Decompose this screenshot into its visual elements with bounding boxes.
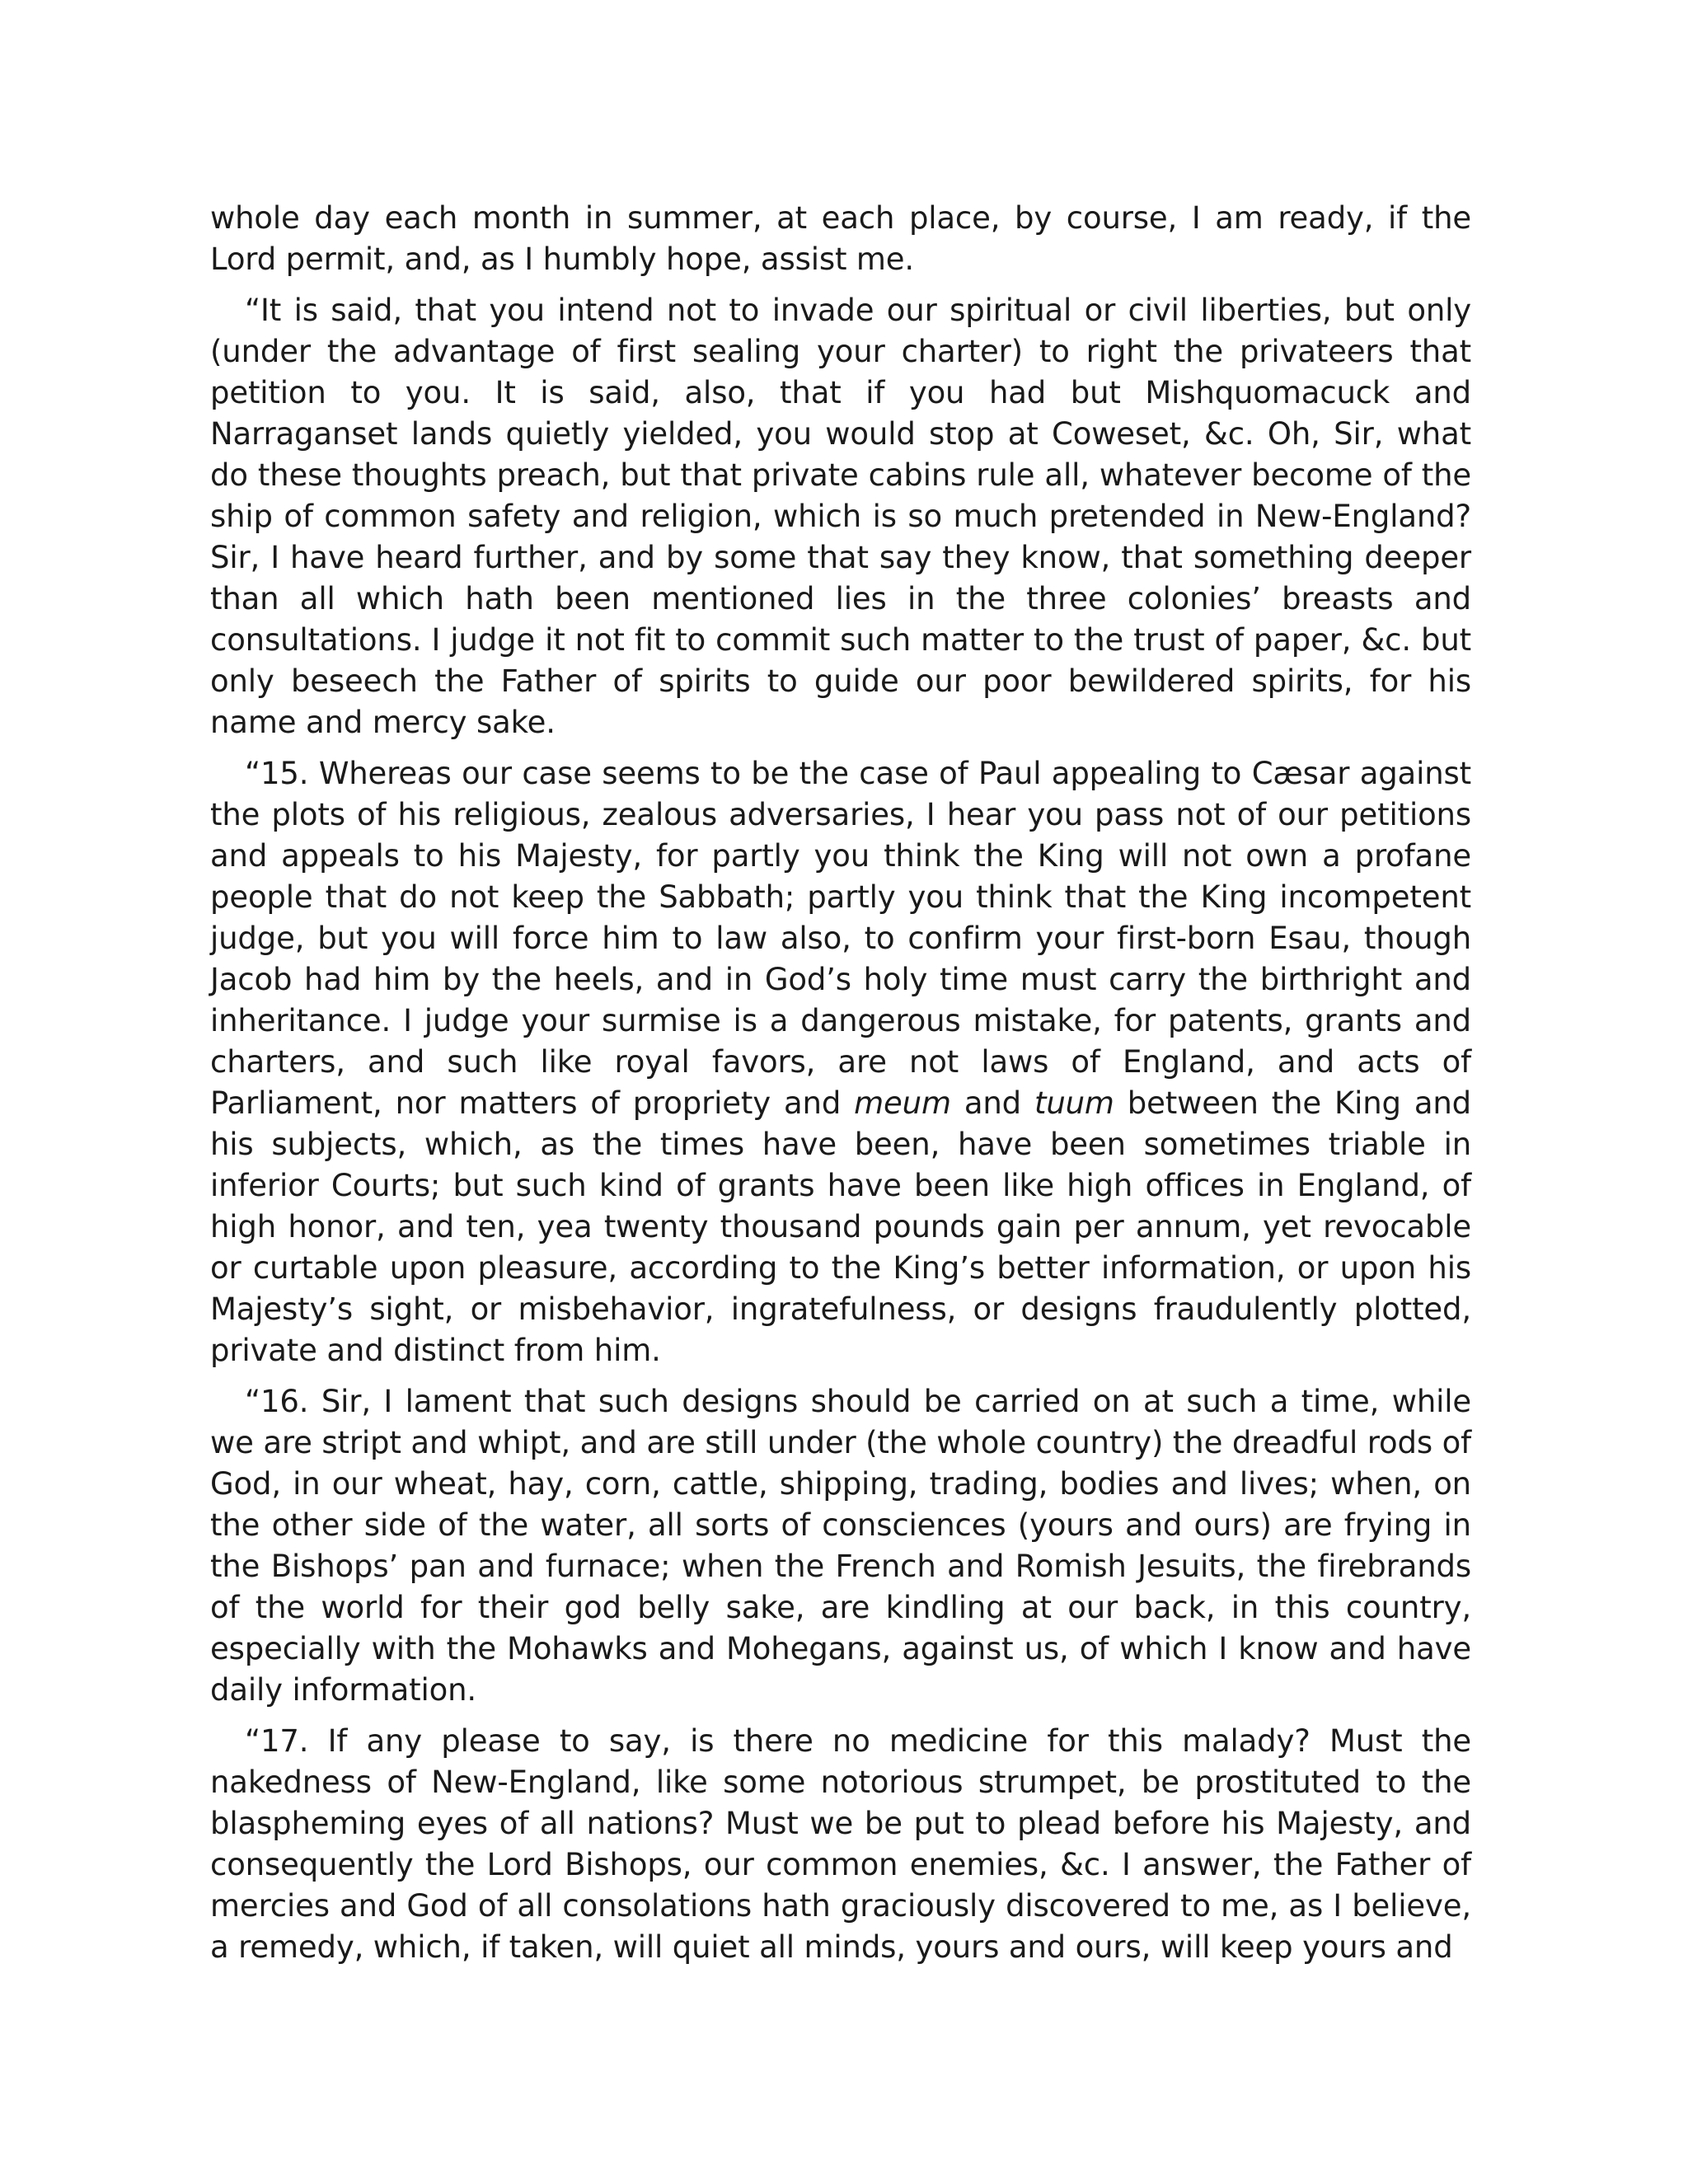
italic-term: tuum	[1034, 1085, 1114, 1121]
paragraph	[210, 290, 1471, 743]
paragraph	[210, 198, 1471, 280]
document-page	[210, 198, 1471, 1978]
italic-term: meum	[854, 1085, 951, 1121]
paragraph-text: “17. If any please to say, is there no medicine for this malady? Must the nakedness of New-England, like some notorious strumpet, be prostituted to the blaspheming eyes of all nations? Must we be put to plead before his Majesty, and consequently the Lord Bishops, our common enemies, &c. I answer, the Father of mercies and God of all consolations hath graciously discovered to me, as I believe, a remedy, which, if taken, will quiet all minds, yours and ours, will keep yours and	[210, 1723, 1471, 1965]
paragraph-text: and	[950, 1085, 1034, 1121]
paragraph-text: between the King and his subjects, which, as the times have been, have been sometimes triable in inferior Courts; but such kind of grants have been like high offices in England, of high honor, and ten, yea twenty thousand pounds gain per annum, yet revocable or curtable upon pleasure, according to the King’s better information, or upon his Majesty’s sight, or misbehavior, ingratefulness, or designs fraudulently plotted, private and distinct from him.	[210, 1085, 1471, 1368]
paragraph	[210, 1721, 1471, 1968]
paragraph-text: “16. Sir, I lament that such designs should be carried on at such a time, while we are stript and whipt, and are still under (the whole country) the dreadful rods of God, in our wheat, hay, corn, cattle, shipping, trading, bodies and lives; when, on the other side of the water, all sorts of consciences (yours and ours) are frying in the Bishops’ pan and furnace; when the French and Romish Jesuits, the firebrands of the world for their god belly sake, are kindling at our back, in this country, especially with the Mohawks and Mohegans, against us, of which I know and have daily information.	[210, 1384, 1471, 1708]
paragraph	[210, 1381, 1471, 1711]
paragraph-text: “15. Whereas our case seems to be the case of Paul appealing to Cæsar against the plots of his religious, zealous adversaries, I hear you pass not of our petitions and appeals to his Majesty, for partly you think the King will not own a profane people that do not keep the Sabbath; partly you think that the King incompetent judge, but you will force him to law also, to confirm your first-born Esau, though Jacob had him by the heels, and in God’s holy time must carry the birthright and inheritance. I judge your surmise is a dangerous mistake, for patents, grants and charters, and such like royal favors, are not laws of England, and acts of Parliament, nor matters of propriety and	[210, 756, 1471, 1121]
paragraph	[210, 753, 1471, 1371]
paragraph-text: whole day each month in summer, at each place, by course, I am ready, if the Lord permit, and, as I humbly hope, assist me.	[210, 200, 1471, 277]
paragraph-text: “It is said, that you intend not to invade our spiritual or civil liberties, but only (under the advantage of first sealing your charter) to right the privateers that petition to you. It is said, also, that if you had but Mishquomacuck and Narraganset lands quietly yielded, you would stop at Coweset, &c. Oh, Sir, what do these thoughts preach, but that private cabins rule all, whatever become of the ship of common safety and religion, which is so much pretended in New-England? Sir, I have heard further, and by some that say they know, that something deeper than all which hath been mentioned lies in the three colonies’ breasts and consultations. I judge it not fit to commit such matter to the trust of paper, &c. but only beseech the Father of spirits to guide our poor bewildered spirits, for his name and mercy sake.	[210, 293, 1471, 740]
